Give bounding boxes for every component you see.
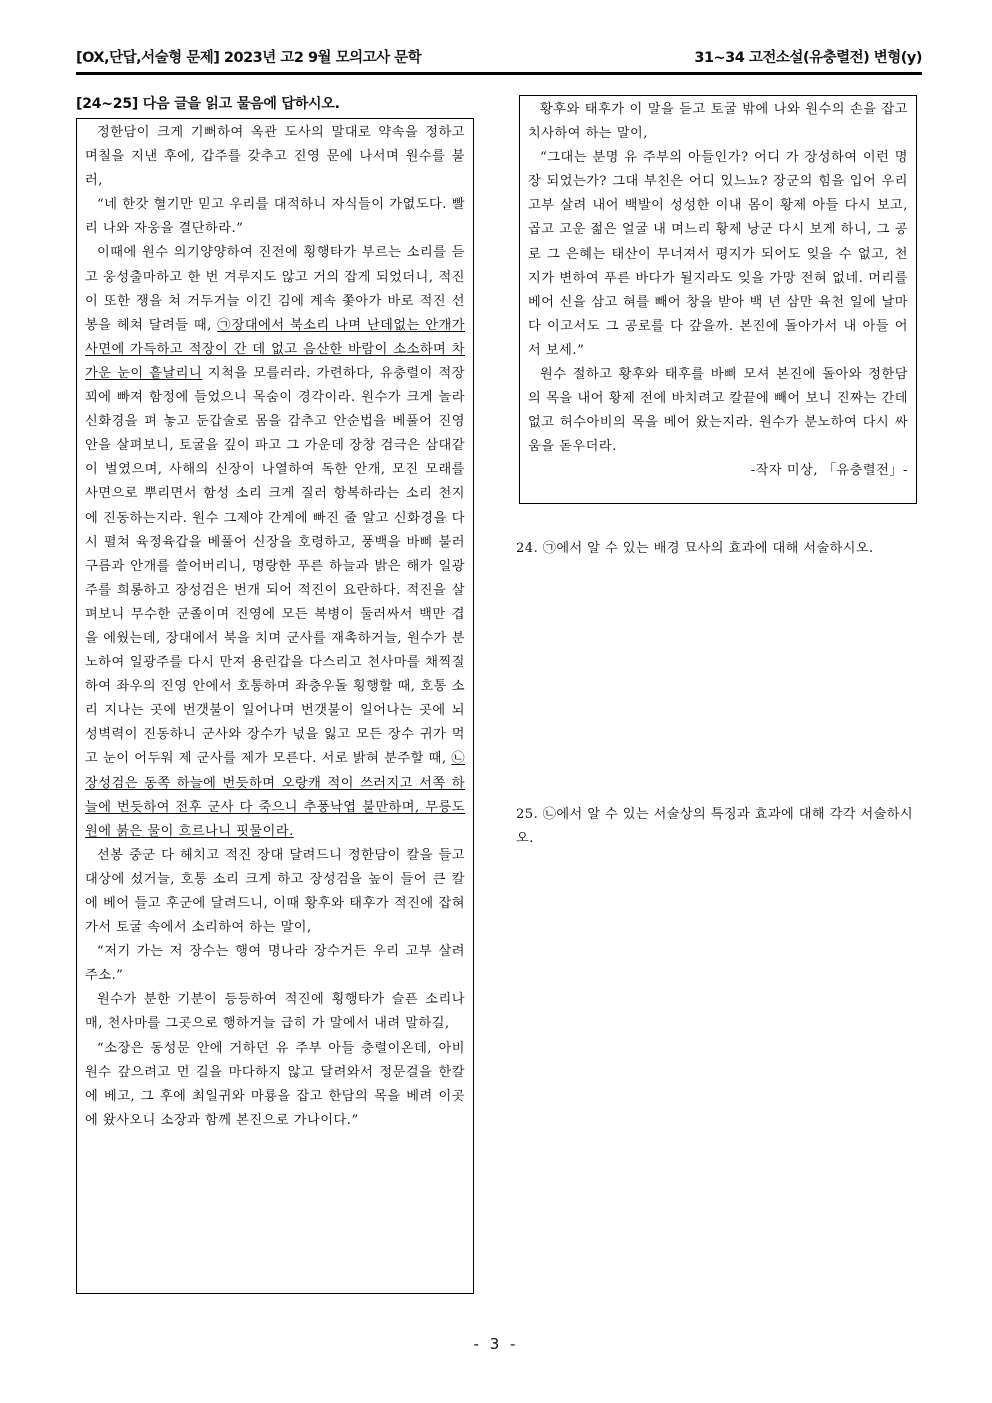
question-number: 24.	[516, 541, 539, 556]
passage-paragraph: “그대는 분명 유 주부의 아들인가? 어디 가 장성하여 이런 명장 되었는가? 그대 부친은 어디 있느뇨? 장군의 힘을 입어 우리 고부 살려 내어 백발이 성성한 이내 몸이 황제 아들 다시 보고, 곱고 고운 젊은 얼굴 내 며느리 황제 낭군 다시 보게 하니, 그 공로 그 은혜는 태산이 무너져서 평지가 되어도 잊을 수 없고, 천지가 변하여 푸른 바다가 될지라도 잊을 가망 전혀 없네. 머리를 베어 신을 삼고 혀를 빼어 창을 받아 백 년 삼만 육천 일에 날마다 이고서도 그 공로를 다 갚을까. 본진에 돌아가서 내 아들 어서 보세.”	[528, 150, 908, 358]
passage-paragraph: 황후와 태후가 이 말을 듣고 토굴 밖에 나와 원수의 손을 잡고 치사하여 하는 말이,	[528, 102, 908, 142]
passage-paragraph: 원수 절하고 황후와 태후를 바삐 모셔 본진에 돌아와 정한담의 목을 내어 황제 전에 바치려고 칼끝에 빼어 보니 진짜는 간데없고 허수아비의 목을 베어 왔는지라. 원수가 분노하여 다시 싸움을 돋우더라.	[528, 367, 908, 455]
passage-paragraph: 정한담이 크게 기뻐하여 옥관 도사의 말대로 약속을 정하고 며칠을 지낸 후에, 갑주를 갖추고 진영 문에 나서며 원수를 불러,	[85, 125, 465, 189]
passage-paragraph: “소장은 동성문 안에 거하던 유 주부 아들 충렬이온데, 아비 원수 갚으려고 먼 길을 마다하지 않고 달려와서 정문걸을 한칼에 베고, 그 후에 최일귀와 마룡을 잡고 한담의 목을 베려 이곳에 왔사오니 소장과 함께 본진으로 가나이다.”	[85, 1040, 465, 1128]
question-25	[516, 803, 921, 851]
page-header	[76, 44, 922, 75]
passage-paragraph: “저기 가는 저 장수는 행여 명나라 장수거든 우리 고부 살려 주소.”	[85, 944, 465, 984]
question-instruction: [24~25] 다음 글을 읽고 물음에 답하시오.	[76, 96, 340, 112]
passage-box-right	[519, 95, 917, 504]
passage-box-left	[76, 118, 474, 1294]
passage-paragraph: 선봉 중군 다 헤치고 적진 장대 달려드니 정한담이 칼을 들고 대상에 섰거늘, 호통 소리 크게 하고 장성검을 높이 들어 큰 칼에 베어 들고 후군에 달려드니, 이때 황후와 태후가 적진에 잡혀가서 토굴 속에서 소리하여 하는 말이,	[85, 847, 465, 936]
underlined-passage-a: ㉠장대에서 북소리 나며 난데없는 안개가 사면에 가득하고 적장이 간 데 없고 음산한 바람이 소소하며 차가운 눈이 흩날리니	[85, 317, 466, 381]
underlined-passage-b: ㉡장성검은 동쪽 하늘에 번듯하며 오랑캐 적이 쓰러지고 서쪽 하늘에 번듯하여 전후 군사 다 죽으니 추풍낙엽 불만하며, 무릉도원에 붉은 물이 흐르나니 핏물이라.	[85, 751, 465, 839]
passage-paragraph: “네 한갓 혈기만 믿고 우리를 대적하니 자식들이 가엾도다. 빨리 나와 자웅을 결단하라.”	[85, 197, 465, 237]
header-section: 31~34 고전소설(유충렬전) 변형(y)	[694, 50, 922, 66]
question-text: ㉠에서 알 수 있는 배경 묘사의 효과에 대해 서술하시오.	[542, 541, 874, 556]
passage-paragraph	[85, 241, 465, 843]
question-24	[516, 537, 921, 561]
page-number: - 3 -	[473, 1335, 519, 1353]
passage-text: 지척을 모를러라. 가련하다, 유충렬이 적장 꾀에 빠져 함정에 들었으니 목숨이 경각이라. 원수가 크게 놀라 신화경을 펴 놓고 둔갑술로 몸을 감추고 안순법을 베풀어 진영 안을 살펴보니, 토굴을 깊이 파고 그 가운데 장창 검극은 삼대같이 벌였으며, 사해의 신장이 나열하여 독한 안개, 모진 모래를 사면으로 뿌리면서 함성 소리 크게 질러 항복하라는 소리 천지에 진동하는지라. 원수 그제야 간계에 빠진 줄 알고 신화경을 다시 펼쳐 육정육갑을 베풀어 신장을 호령하고, 풍백을 바삐 불러 구름과 안개를 쓸어버리니, 명랑한 푸른 하늘과 밝은 해가 일광주를 희롱하고 장성검은 번개 되어 적진이 요란하다. 적진을 살펴보니 무수한 군졸이며 진영에 모든 복병이 둘러싸서 백만 겹을 에웠는데, 장대에서 북을 치며 군사를 재촉하거늘, 원수가 분노하여 일광주를 다시 만져 용린갑을 다스리고 천사마를 채찍질하여 좌우의 진영 안에서 호통하며 좌충우돌 횡행할 때, 호통 소리 지나는 곳에 번갯불이 일어나며 번갯불이 일어나는 곳에 뇌성벽력이 진동하니 군사와 장수가 넋을 잃고 모든 장수 귀가 먹고 눈이 어두워 제 군사를 제가 모른다. 서로 밝혀 분주할 때,	[85, 365, 465, 767]
question-text: ㉡에서 알 수 있는 서술상의 특징과 효과에 대해 각각 서술하시오.	[516, 807, 914, 846]
question-number: 25.	[516, 807, 539, 822]
passage-paragraph: 원수가 분한 기분이 등등하여 적진에 횡행타가 슬픈 소리나매, 천사마를 그곳으로 행하거늘 급히 가 말에서 내려 말하길,	[85, 992, 465, 1032]
header-title: [OX,단답,서술형 문제] 2023년 고2 9월 모의고사 문학	[76, 50, 422, 66]
passage-source: -작자 미상, 「유충렬전」-	[750, 463, 908, 479]
passage-text: 이때에 원수 의기양양하여 진전에 횡행타가 부르는 소리를 듣고 웅성출마하고 한 번 겨루지도 않고 거의 잡게 되었더니, 적진이 또한 쟁을 쳐 거두거늘 이긴 김에 계속 쫓아가 바로 적진 선봉을 헤쳐 달려들 때,	[85, 245, 465, 333]
